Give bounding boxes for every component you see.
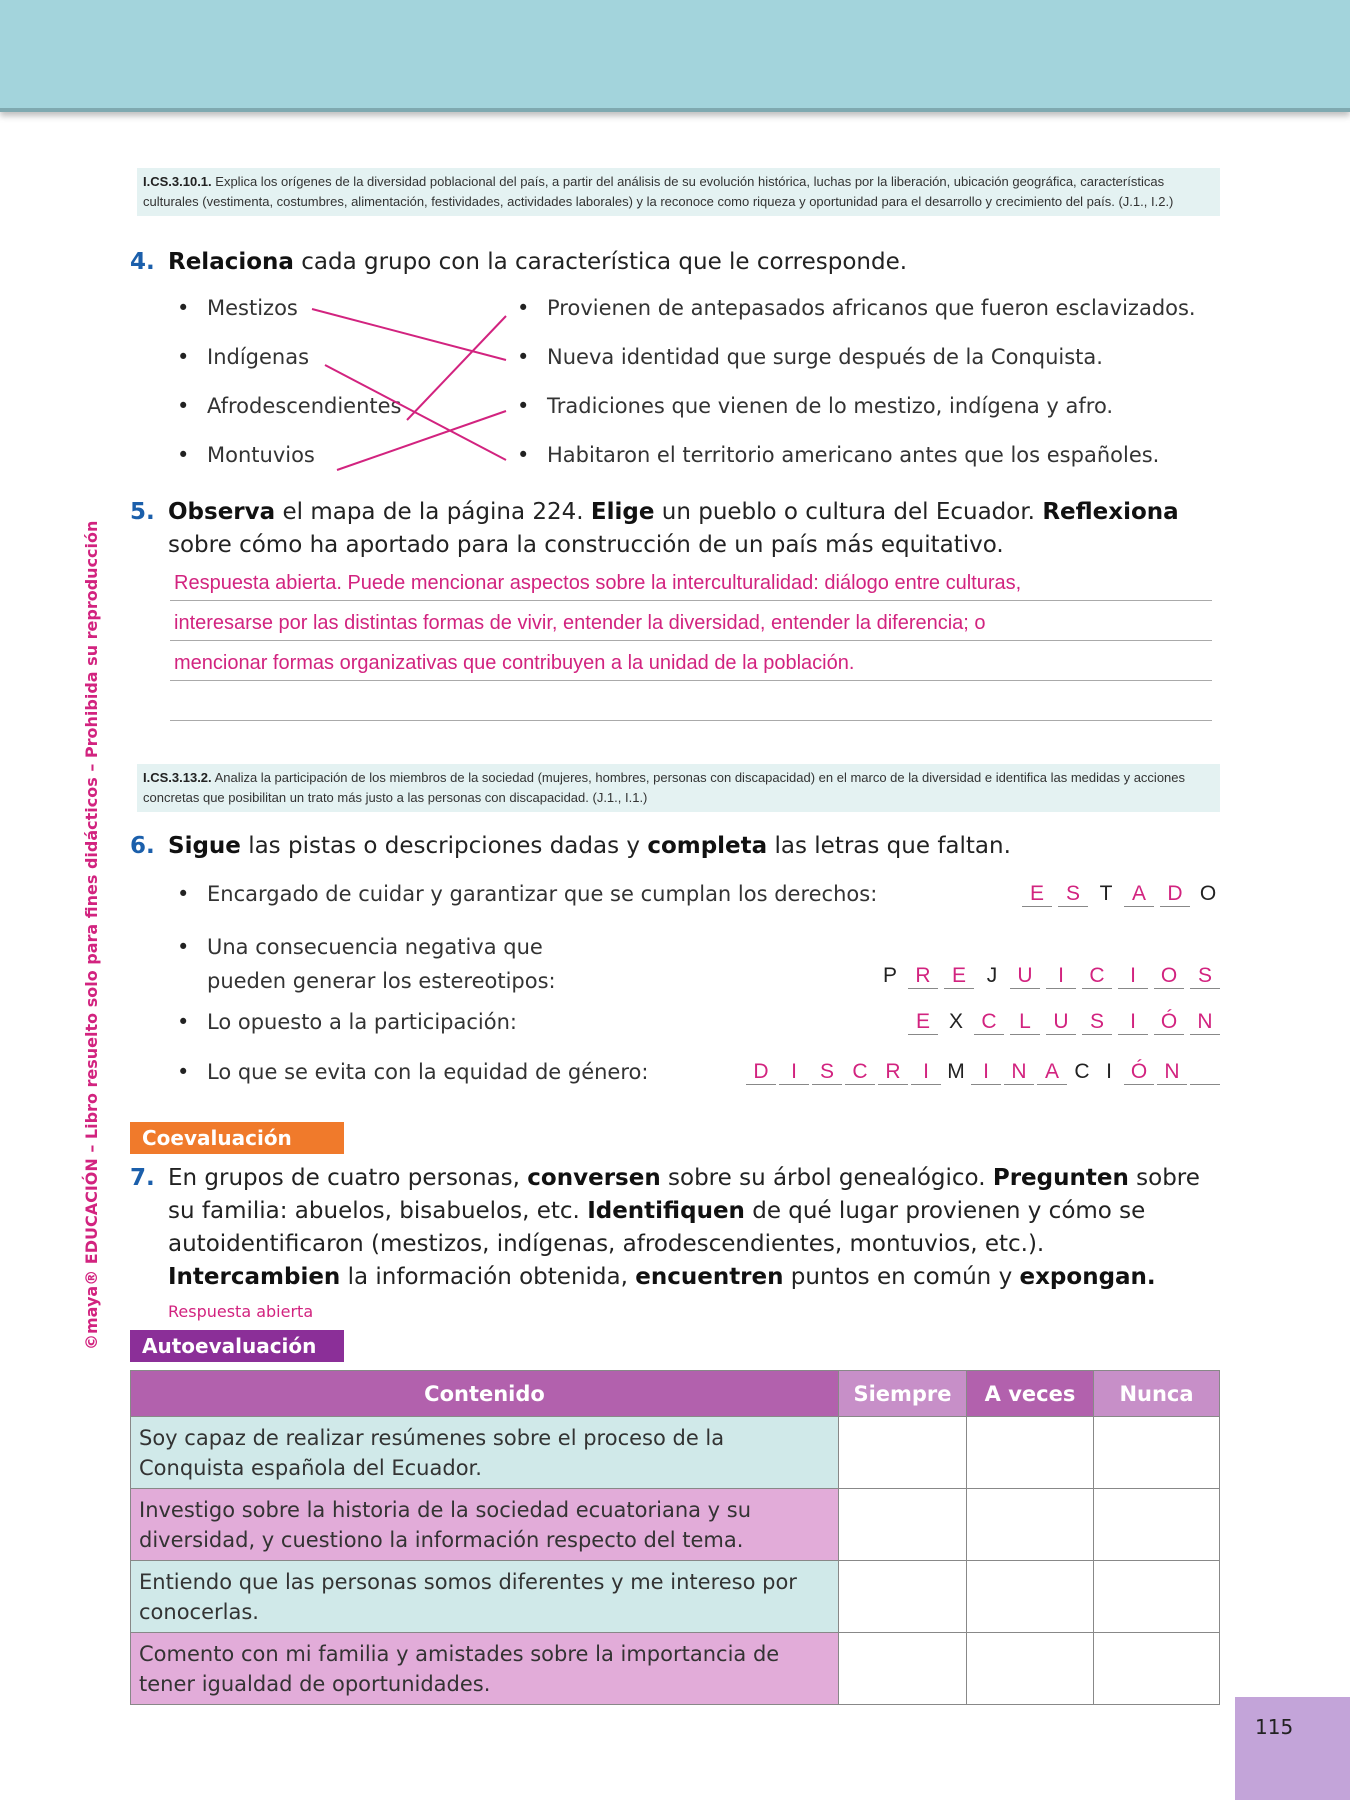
cell-siempre[interactable] (839, 1561, 967, 1633)
word-exclusion[interactable] (908, 1010, 1220, 1035)
letter-given: T (1099, 882, 1113, 905)
word-prejuicios[interactable] (878, 964, 1220, 989)
letter-blank[interactable]: N (1190, 1010, 1220, 1035)
letter-blank[interactable]: S (1058, 882, 1088, 907)
word-discriminacion[interactable] (746, 1060, 1220, 1085)
criterion-code: I.CS.3.13.2. (143, 770, 212, 785)
letter-blank[interactable]: E (944, 964, 974, 989)
q7-text: de qué lugar provienen y cómo se autoidentificaron (mestizos, indígenas, afrodescendientes, montuvios, etc.). (168, 1198, 1146, 1257)
q7-text: puntos en común y (783, 1264, 1020, 1290)
letter-blank[interactable]: A (1124, 882, 1154, 907)
q7-text: sobre su familia: abuelos, bisabuelos, etc. (168, 1165, 1200, 1224)
clue: • Encargado de cuidar y garantizar que se cumplan los derechos: (207, 882, 877, 906)
row-content: Investigo sobre la historia de la sociedad ecuatoriana y su diversidad, y cuestiono la información respecto del tema. (131, 1489, 839, 1561)
match-lines (0, 0, 1350, 500)
letter-blank[interactable]: I (1118, 1010, 1148, 1035)
q5-verb: Elige (590, 499, 655, 525)
letter-blank[interactable]: C (974, 1010, 1004, 1035)
letter-blank[interactable]: I (1118, 964, 1148, 989)
q6-verb: Sigue (168, 833, 241, 859)
letter-blank[interactable]: S (1082, 1010, 1112, 1035)
q5-verb: Observa (168, 499, 276, 525)
q7-verb: Identifiquen (587, 1198, 745, 1224)
cell-nunca[interactable] (1094, 1561, 1220, 1633)
letter-blank[interactable]: N (1157, 1060, 1187, 1085)
letter-blank[interactable]: E (908, 1010, 938, 1035)
q5-text: un pueblo o cultura del Ecuador. (654, 499, 1043, 525)
letter-blank[interactable]: A (1037, 1060, 1067, 1085)
cell-siempre[interactable] (839, 1489, 967, 1561)
self-assessment-table (130, 1370, 1220, 1705)
question-number: 7. (130, 1165, 155, 1191)
letter-blank[interactable]: S (1190, 964, 1220, 989)
row-content: Soy capaz de realizar resúmenes sobre el proceso de la Conquista española del Ecuador. (131, 1417, 839, 1489)
copyright-side-text: ©maya® EDUCACIÓN – Libro resuelto solo para fines didácticos – Prohibida su reproducción (82, 520, 101, 1350)
page-number: 115 (1235, 1697, 1350, 1800)
letter-blank[interactable]: N (1004, 1060, 1034, 1085)
answer-line[interactable]: Respuesta abierta. Puede mencionar aspectos sobre la interculturalidad: diálogo entre culturas, (170, 565, 1212, 601)
q7-text: sobre su árbol genealógico. (660, 1165, 993, 1191)
cell-nunca[interactable] (1094, 1417, 1220, 1489)
question-7 (130, 1162, 1220, 1328)
q6-text: las pistas o descripciones dadas y (240, 833, 648, 859)
letter-blank[interactable]: C (1082, 964, 1112, 989)
match-line (312, 309, 506, 360)
letter-blank[interactable]: C (845, 1060, 875, 1085)
q7-verb: conversen (527, 1165, 661, 1191)
row-content: Entiendo que las personas somos diferentes y me intereso por conocerlas. (131, 1561, 839, 1633)
letter-given: X (948, 1010, 963, 1033)
q7-answer: Respuesta abierta (168, 1302, 314, 1321)
letter-blank[interactable]: D (1160, 882, 1190, 907)
letter-blank[interactable]: E (1022, 882, 1052, 907)
row-content: Comento con mi familia y amistades sobre la importancia de tener igualdad de oportunidades. (131, 1633, 839, 1705)
letter-blank[interactable]: Ó (1154, 1010, 1184, 1035)
q7-verb: Pregunten (992, 1165, 1129, 1191)
right-item[interactable]: • Provienen de antepasados africanos que fueron esclavizados. (547, 296, 1196, 320)
word-estado[interactable] (1022, 882, 1220, 907)
coevaluacion-label: Coevaluación (130, 1122, 344, 1154)
q5-text: el mapa de la página 224. (275, 499, 591, 525)
left-item[interactable]: • Afrodescendientes (207, 394, 402, 418)
q4-text: cada grupo con la característica que le corresponde. (293, 249, 908, 275)
clue: • Una consecuencia negativa que pueden generar los estereotipos: (207, 930, 567, 998)
criterion-box-2 (137, 764, 1220, 812)
question-number: 6. (130, 833, 155, 859)
letter-blank[interactable]: I (779, 1060, 809, 1085)
question-6 (130, 830, 1220, 863)
cell-nunca[interactable] (1094, 1633, 1220, 1705)
q6-text: las letras que faltan. (767, 833, 1011, 859)
q7-text: la información obtenida, (340, 1264, 636, 1290)
criterion-text: Analiza la participación de los miembros de la sociedad (mujeres, hombres, personas con discapacidad) en el marco de la diversidad e identifica las medidas y acciones concretas que posibilitan un trato más justo a las personas con discapacidad. (J.1., I.1.) (143, 770, 1186, 805)
header-a-veces: A veces (967, 1371, 1094, 1417)
right-item[interactable]: • Tradiciones que vienen de lo mestizo, indígena y afro. (547, 394, 1113, 418)
question-number: 5. (130, 499, 155, 525)
cell-siempre[interactable] (839, 1633, 967, 1705)
table-row (131, 1561, 1220, 1633)
q7-text: En grupos de cuatro personas, (168, 1165, 528, 1191)
cell-a-veces[interactable] (967, 1417, 1094, 1489)
letter-blank[interactable]: I (911, 1060, 941, 1085)
letter-given: J (986, 964, 998, 987)
right-item[interactable]: • Nueva identidad que surge después de la Conquista. (547, 345, 1103, 369)
letter-blank[interactable]: I (971, 1060, 1001, 1085)
q7-verb: expongan. (1019, 1264, 1156, 1290)
left-item[interactable]: • Indígenas (207, 345, 309, 369)
cell-a-veces[interactable] (967, 1561, 1094, 1633)
answer-line[interactable]: mencionar formas organizativas que contribuyen a la unidad de la población. (170, 645, 1212, 681)
match-line (337, 411, 506, 470)
clue: • Lo opuesto a la participación: (207, 1010, 517, 1034)
autoevaluacion-label: Autoevaluación (130, 1330, 344, 1362)
cell-a-veces[interactable] (967, 1489, 1094, 1561)
answer-line[interactable] (170, 685, 1212, 721)
match-line (407, 316, 506, 420)
q7-verb: encuentren (635, 1264, 784, 1290)
criterion-code: I.CS.3.10.1. (143, 174, 212, 189)
clue: • Lo que se evita con la equidad de género: (207, 1060, 648, 1084)
header-siempre: Siempre (839, 1371, 967, 1417)
left-item[interactable]: • Montuvios (207, 443, 315, 467)
letter-blank[interactable]: D (746, 1060, 776, 1085)
q5-verb: Reflexiona (1042, 499, 1179, 525)
table-row (131, 1633, 1220, 1705)
table-row (131, 1489, 1220, 1561)
left-item[interactable]: • Mestizos (207, 296, 298, 320)
header-nunca: Nunca (1094, 1371, 1220, 1417)
letter-given: I (1106, 1060, 1112, 1083)
letter-blank[interactable]: S (812, 1060, 842, 1085)
q4-verb: Relaciona (168, 249, 294, 275)
cell-nunca[interactable] (1094, 1489, 1220, 1561)
table-row (131, 1417, 1220, 1489)
question-5 (130, 496, 1220, 562)
letter-blank[interactable]: Ó (1124, 1060, 1154, 1085)
letter-given: O (1199, 882, 1217, 905)
letter-given: C (1074, 1060, 1090, 1083)
cell-a-veces[interactable] (967, 1633, 1094, 1705)
letter-blank[interactable] (1190, 1060, 1220, 1085)
header-contenido: Contenido (131, 1371, 839, 1417)
question-number: 4. (130, 249, 155, 275)
cell-siempre[interactable] (839, 1417, 967, 1489)
q7-verb: Intercambien (168, 1264, 341, 1290)
letter-blank[interactable]: O (1154, 964, 1184, 989)
letter-blank[interactable]: I (1046, 964, 1076, 989)
letter-blank[interactable]: U (1010, 964, 1040, 989)
answer-line[interactable]: interesarse por las distintas formas de vivir, entender la diversidad, entender la diferencia; o (170, 605, 1212, 641)
letter-blank[interactable]: L (1010, 1010, 1040, 1035)
letter-blank[interactable]: R (878, 1060, 908, 1085)
letter-given: P (882, 964, 897, 987)
letter-given: M (947, 1060, 965, 1083)
q5-text: sobre cómo ha aportado para la construcción de un país más equitativo. (168, 532, 1004, 558)
letter-blank[interactable]: U (1046, 1010, 1076, 1035)
q6-verb: completa (647, 833, 768, 859)
right-item[interactable]: • Habitaron el territorio americano antes que los españoles. (547, 443, 1159, 467)
criterion-text: Explica los orígenes de la diversidad poblacional del país, a partir del análisis de su evolución histórica, luchas por la liberación, ubicación geográfica, características culturales (vestimenta, costumbres, alimentación, festividades, actividades laborales) y la reconoce como riqueza y oportunidad para el desarrollo y crecimiento del país. (J.1., I.2.) (143, 174, 1174, 209)
letter-blank[interactable]: R (908, 964, 938, 989)
